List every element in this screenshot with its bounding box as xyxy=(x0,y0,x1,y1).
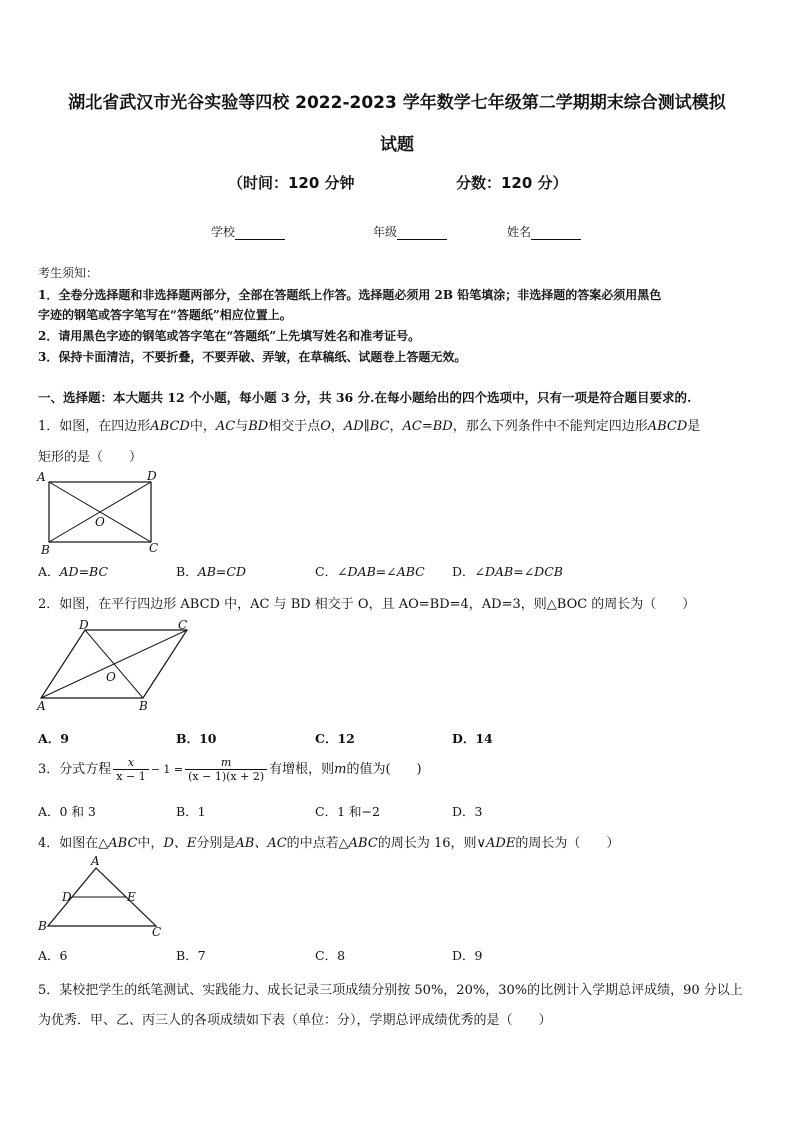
label-d: D xyxy=(79,618,89,632)
question-1-cont: 矩形的是（ ） xyxy=(38,450,143,465)
question-3: 3．分式方程 $\frac{x}{x - 1}$ − 1 = $\frac{m}{(x - 1)(x + 2)}$ 有增根，则m的值为( ) xyxy=(38,756,422,783)
label-b: B xyxy=(139,699,148,713)
notice-item: 2．请用黑色字迹的钢笔或答字笔在“答题纸”上先填写姓名和准考证号。 xyxy=(38,329,421,343)
label-e: E xyxy=(127,890,136,904)
question-2: 2．如图，在平行四边形 ABCD 中，AC 与 BD 相交于 O，且 AO=BD=4，AD=3，则△BOC 的周长为（ ） xyxy=(38,597,696,612)
q3-option-d[interactable]: D．3 xyxy=(452,804,483,819)
label-b: B xyxy=(38,919,47,933)
label-o: O xyxy=(95,515,105,529)
q1-option-d[interactable]: D．∠DAB=∠DCB xyxy=(452,564,563,579)
name-field[interactable]: 姓名 xyxy=(507,223,581,240)
label-o: O xyxy=(106,670,116,684)
q4-option-c[interactable]: C．8 xyxy=(315,948,346,963)
q4-option-d[interactable]: D．9 xyxy=(452,948,483,963)
q2-option-c[interactable]: C．12 xyxy=(315,731,355,746)
question-5: 5．某校把学生的纸笔测试、实践能力、成长记录三项成绩分别按 50%，20%，30%的比例计入学期总评成绩，90 分以上 xyxy=(38,983,743,998)
label-a: A xyxy=(37,699,46,713)
section-heading: 一、选择题：本大题共 12 个小题，每小题 3 分，共 36 分.在每小题给出的四个选项中，只有一项是符合题目要求的. xyxy=(38,390,692,405)
q3-option-a[interactable]: A．0 和 3 xyxy=(38,804,96,819)
q4-option-a[interactable]: A．6 xyxy=(38,948,68,963)
notice-item: 3．保持卡面清洁，不要折叠，不要弄破、弄皱，在草稿纸、试题卷上答题无效。 xyxy=(38,350,467,364)
q1-option-b[interactable]: B．AB=CD xyxy=(176,564,246,579)
q1-option-a[interactable]: A．AD=BC xyxy=(38,564,109,579)
label-c: C xyxy=(152,925,162,939)
question-4: 4．如图在△ABC中，D、E分别是AB、AC的中点若△ABC的周长为 16，则∨ADE的周长为（ ） xyxy=(38,836,620,851)
label-d: D xyxy=(147,469,157,483)
question-1: 1．如图，在四边形ABCD中，AC与BD相交于点O，AD∥BC，AC=BD，那么下列条件中不能判定四边形ABCD是 xyxy=(38,419,701,434)
fraction-1: $\frac{x}{x - 1}$ xyxy=(113,756,148,783)
figure-triangle xyxy=(34,854,170,940)
label-b: B xyxy=(41,543,50,557)
label-a: A xyxy=(91,854,100,868)
page-title-cont: 试题 xyxy=(380,135,414,155)
label-d: D xyxy=(62,890,72,904)
page-title: 湖北省武汉市光谷实验等四校 2022-2023 学年数学七年级第二学期期末综合测试模拟 xyxy=(68,93,726,113)
diagonal-bd xyxy=(85,630,143,698)
q2-option-a[interactable]: A．9 xyxy=(38,731,69,746)
grade-field[interactable]: 年级 xyxy=(373,223,447,240)
q2-option-b[interactable]: B．10 xyxy=(176,731,217,746)
notice-item: 字迹的钢笔或答字笔写在“答题纸”相应位置上。 xyxy=(38,308,292,322)
label-a: A xyxy=(37,470,46,484)
q4-option-b[interactable]: B．7 xyxy=(176,948,206,963)
label-c: C xyxy=(178,618,188,632)
label-c: C xyxy=(149,541,159,555)
figure-parallelogram xyxy=(34,618,194,714)
exam-score: 分数：120 分） xyxy=(456,174,568,192)
fraction-2: $\frac{m}{(x - 1)(x + 2)}$ xyxy=(185,756,267,783)
q1-option-c[interactable]: C．∠DAB=∠ABC xyxy=(315,564,425,579)
notice-heading: 考生须知： xyxy=(38,266,99,280)
q3-option-c[interactable]: C．1 和−2 xyxy=(315,804,380,819)
exam-time: （时间：120 分钟 xyxy=(228,174,355,192)
notice-item: 1．全卷分选择题和非选择题两部分，全部在答题纸上作答。选择题必须用 2B 铅笔填涂；非选择题的答案必须用黑色 xyxy=(38,288,662,302)
question-5-cont: 为优秀．甲、乙、丙三人的各项成绩如下表（单位：分），学期总评成绩优秀的是（ ） xyxy=(38,1013,552,1028)
q3-option-b[interactable]: B．1 xyxy=(176,804,206,819)
figure-rectangle xyxy=(34,468,166,558)
school-field[interactable]: 学校 xyxy=(211,223,285,240)
q2-option-d[interactable]: D．14 xyxy=(452,731,493,746)
